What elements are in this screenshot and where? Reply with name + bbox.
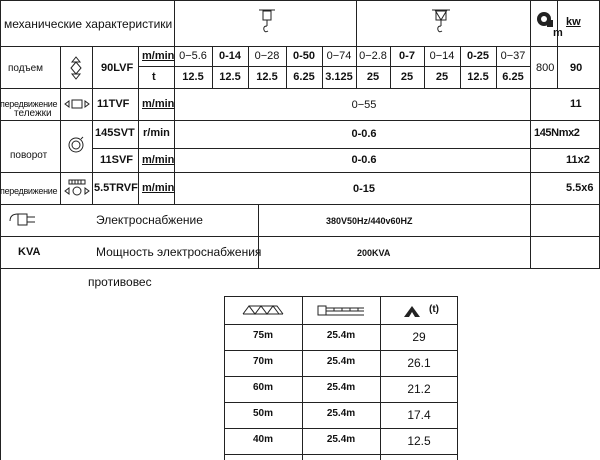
counterweight-title: противовес	[88, 275, 152, 289]
slewing-range-1: 0-0.6	[351, 128, 377, 140]
cw-jib-cell: 75m	[252, 330, 273, 341]
capacity-value: 200KVA	[357, 248, 391, 258]
hoist-speed-cell: 0-50	[292, 50, 316, 62]
hoist-height: 800	[536, 62, 555, 74]
counterweight-weight-unit: (t)	[429, 304, 439, 315]
cw-radius-cell: 25.4m	[326, 408, 356, 419]
hoist-icon	[69, 56, 83, 80]
power-plug-icon	[8, 211, 40, 229]
hoist-speed-cell: 0−28	[254, 50, 280, 62]
counterweight-radius-icon	[316, 302, 366, 318]
header-title: механические характеристики	[4, 17, 173, 31]
hoist-label: подъем	[8, 63, 44, 74]
hook-double-fall-icon	[430, 8, 452, 36]
trolley-model: 11TVF	[97, 98, 130, 110]
hoist-speed-cell: 0−5.6	[179, 50, 207, 62]
slewing-power-2: 11x2	[566, 154, 590, 166]
slewing-power-1: 145Nmx2	[534, 127, 580, 139]
hoist-speed-unit: m/min	[142, 50, 175, 62]
cw-jib-cell: 50m	[252, 408, 273, 419]
trolley-unit: m/min	[142, 98, 175, 110]
jib-length-icon	[242, 304, 284, 316]
travel-label: передвижение	[0, 186, 58, 196]
hoist-load-cell: 25	[366, 71, 380, 83]
hook-height-unit: m	[553, 27, 563, 39]
hoist-load-cell: 12.5	[256, 71, 278, 83]
supply-value: 380V50Hz/440v60HZ	[326, 216, 413, 226]
slewing-model-1: 145SVT	[95, 127, 135, 139]
power-header: kw	[566, 16, 581, 28]
hoist-load-cell: 12.5	[219, 71, 241, 83]
capacity-label: Мощность электроснабжения	[96, 245, 262, 259]
slewing-label: поворот	[10, 150, 48, 161]
slewing-range-2: 0-0.6	[351, 154, 377, 166]
supply-label: Электроснабжение	[96, 213, 203, 227]
travel-unit: m/min	[142, 182, 175, 194]
cw-radius-cell: 25.4m	[326, 382, 356, 393]
slewing-model-2: 11SVF	[100, 154, 134, 166]
hoist-speed-cell: 0−14	[429, 50, 455, 62]
travel-icon	[64, 178, 90, 198]
trolley-label-1: передвижение	[0, 99, 58, 109]
hoist-model: 90LVF	[101, 62, 134, 74]
cw-weight-cell: 29	[412, 330, 426, 344]
hoist-speed-cell: 0−74	[326, 50, 352, 62]
hoist-speed-cell: 0-14	[218, 50, 242, 62]
hoist-load-cell: 25	[435, 71, 449, 83]
cw-weight-cell: 26.1	[407, 356, 431, 370]
travel-range: 0-15	[352, 183, 376, 195]
cw-weight-cell: 12.5	[407, 434, 431, 448]
hoist-speed-cell: 0−2.8	[359, 50, 387, 62]
cw-jib-cell: 60m	[252, 382, 273, 393]
travel-model: 5.5TRVF	[94, 182, 138, 194]
slewing-icon	[67, 136, 85, 154]
hoist-load-cell: 25	[400, 71, 414, 83]
hoist-speed-cell: 0−37	[500, 50, 526, 62]
kva-label: KVA	[18, 246, 41, 258]
cw-jib-cell: 40m	[252, 434, 273, 445]
counterweight-mass-icon	[402, 304, 422, 318]
trolley-range: 0−55	[351, 99, 377, 111]
hoist-power: 90	[570, 62, 583, 74]
travel-power: 5.5x6	[566, 182, 594, 194]
hoist-speed-cell: 0-7	[399, 50, 415, 62]
hoist-load-cell: 12.5	[182, 71, 204, 83]
cw-jib-cell: 70m	[252, 356, 273, 367]
hoist-load-cell: 3.125	[325, 71, 353, 83]
hoist-load-cell: 6.25	[293, 71, 315, 83]
slewing-unit-1: r/min	[143, 127, 170, 139]
hoist-speed-cell: 0-25	[466, 50, 490, 62]
trolley-power: 11	[570, 98, 582, 110]
cw-weight-cell: 17.4	[407, 408, 431, 422]
hook-height-icon	[535, 10, 555, 32]
cw-weight-cell: 21.2	[407, 382, 431, 396]
trolley-label-2: тележки	[14, 108, 52, 119]
cw-radius-cell: 25.4m	[326, 330, 356, 341]
trolley-icon	[64, 98, 90, 110]
hoist-load-cell: 12.5	[467, 71, 489, 83]
hoist-load-unit: t	[152, 71, 156, 83]
hook-single-fall-icon	[257, 8, 277, 36]
cw-radius-cell: 25.4m	[326, 434, 356, 445]
slewing-unit-2: m/min	[142, 154, 175, 166]
counterweight-table	[224, 296, 458, 460]
cw-radius-cell: 25.4m	[326, 356, 356, 367]
hoist-load-cell: 6.25	[502, 71, 524, 83]
